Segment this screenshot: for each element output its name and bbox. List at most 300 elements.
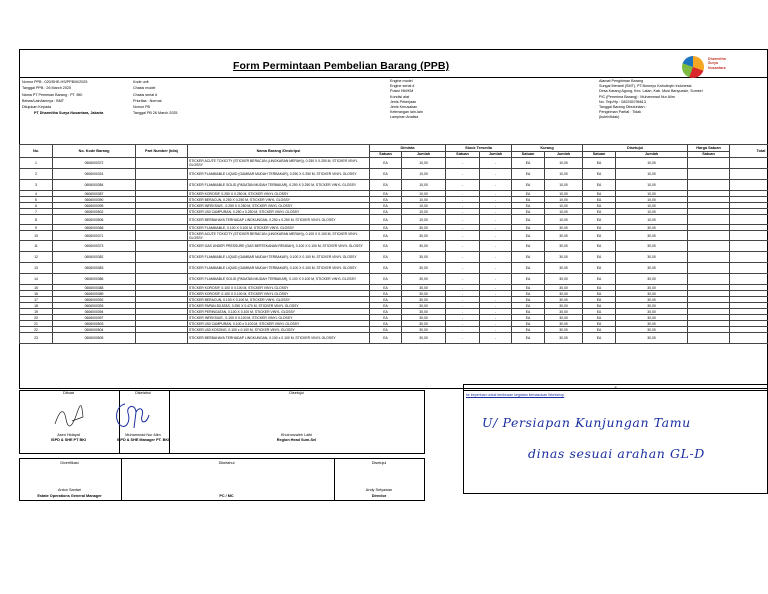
cell-kode: 0606000331 [53, 169, 136, 180]
cell-disetujui-jumlah: 10,00 [616, 215, 688, 225]
cell-harga [688, 252, 730, 263]
cell-kurang-jumlah: 30,00 [545, 285, 583, 291]
cell-part [136, 180, 188, 191]
cell-total [730, 231, 768, 241]
cell-no: 23 [20, 333, 53, 344]
cell-stock-satuan: - [446, 209, 480, 215]
cell-disetujui-jumlah: 10,00 [616, 180, 688, 191]
cell-nama: STICKER INFEKSIUS , 0.250 X 0.250 M, STICKER VINYL GLOSSY [188, 203, 370, 209]
cell-no: 21 [20, 321, 53, 327]
cell-disetujui-satuan: EA [583, 225, 616, 231]
cell-kode: 0606000397 [53, 315, 136, 321]
cell-disetujui-jumlah: 30,00 [616, 333, 688, 344]
col-header-no: No. [20, 145, 53, 158]
cell-kurang-jumlah: 30,00 [545, 291, 583, 297]
sig-label-disetujui: Disetujui [289, 391, 304, 395]
cell-disetujui-satuan: EA [583, 215, 616, 225]
table-row [20, 215, 768, 225]
cell-diminta-satuan: EA [370, 225, 402, 231]
cell-diminta-satuan: EA [370, 203, 402, 209]
cell-disetujui-satuan: EA [583, 231, 616, 241]
cell-kurang-satuan: EA [512, 274, 545, 285]
col-header-disetujui: Disetujui [583, 145, 688, 152]
cell-diminta-jumlah: 30,00 [402, 291, 446, 297]
col-header-total: Total [730, 145, 768, 158]
col-header-satuan: Satuan [688, 151, 730, 158]
cell-disetujui-jumlah: 30,00 [616, 263, 688, 274]
col-header-diminta: Diminta [370, 145, 446, 152]
cell-kurang-jumlah: 10,00 [545, 169, 583, 180]
cell-kurang-jumlah: 30,00 [545, 327, 583, 333]
cell-harga [688, 263, 730, 274]
cell-total [730, 215, 768, 225]
cell-no: 2 [20, 169, 53, 180]
cell-diminta-satuan: EA [370, 309, 402, 315]
cell-no: 12 [20, 252, 53, 263]
cell-kurang-satuan: EA [512, 263, 545, 274]
cell-disetujui-satuan: EA [583, 191, 616, 197]
cell-disetujui-jumlah: 30,00 [616, 225, 688, 231]
cell-nama: STICKER FLAMMABLE SOLID (PADATAN MUDAH TERBAKAR), 0.100 X 0.100 M, STICKER VINYL GLOSSY [188, 274, 370, 285]
col-header-kode: No. Kode Barang [53, 145, 136, 158]
cell-kode: 0606000395 [53, 203, 136, 209]
cell-part [136, 231, 188, 241]
cell-kode: 0606000387 [53, 191, 136, 197]
cell-stock-jumlah: - [480, 241, 512, 252]
cell-diminta-satuan: EA [370, 327, 402, 333]
cell-disetujui-satuan: EA [583, 327, 616, 333]
cell-part [136, 215, 188, 225]
cell-diminta-jumlah: 10,00 [402, 169, 446, 180]
table-row [20, 333, 768, 344]
sig-label-diketahui: Diketahui [135, 391, 151, 395]
cell-kurang-satuan: EA [512, 285, 545, 291]
cell-no: 22 [20, 327, 53, 333]
cell-nama: STICKER PERINGATAN, 0.100 X 0.100 M, STICKER VINYL GLOSSY [188, 309, 370, 315]
cell-kurang-jumlah: 30,00 [545, 297, 583, 303]
sig-name-muhammad: Muhammad Nur Alim [125, 433, 161, 437]
cell-kurang-satuan: EA [512, 252, 545, 263]
cell-stock-jumlah: - [480, 315, 512, 321]
cell-kurang-jumlah: 10,00 [545, 180, 583, 191]
cell-part [136, 158, 188, 169]
col-header-nama: Nama Barang /Deskripsi [188, 145, 370, 158]
cell-diminta-satuan: EA [370, 291, 402, 297]
cell-diminta-jumlah: 30,00 [402, 321, 446, 327]
notes-header: 8 [464, 385, 767, 391]
cell-disetujui-satuan: EA [583, 315, 616, 321]
cell-total [730, 333, 768, 344]
cell-kode: 0606000389 [53, 291, 136, 297]
cell-harga [688, 215, 730, 225]
cell-stock-satuan: - [446, 197, 480, 203]
cell-kurang-jumlah: 10,00 [545, 197, 583, 203]
cell-no: 16 [20, 291, 53, 297]
logo-emblem-icon [682, 56, 704, 78]
cell-kurang-satuan: EA [512, 333, 545, 344]
sig-name-andy: Andy Setyawan [365, 488, 393, 492]
cell-stock-satuan: - [446, 231, 480, 241]
cell-kurang-satuan: EA [512, 321, 545, 327]
cell-stock-jumlah: - [480, 169, 512, 180]
cell-no: 7 [20, 209, 53, 215]
notes-box [463, 384, 768, 494]
cell-diminta-satuan: EA [370, 169, 402, 180]
cell-stock-jumlah: - [480, 309, 512, 315]
cell-stock-satuan: - [446, 303, 480, 309]
sig-role-4: Estate Operations General Manager [37, 494, 102, 498]
cell-stock-jumlah: - [480, 321, 512, 327]
cell-no: 11 [20, 241, 53, 252]
company-logo [682, 55, 736, 79]
cell-diminta-jumlah: 30,00 [402, 231, 446, 241]
cell-diminta-jumlah: 10,00 [402, 191, 446, 197]
cell-disetujui-satuan: EA [583, 158, 616, 169]
cell-disetujui-jumlah: 30,00 [616, 327, 688, 333]
cell-nama: STICKER FLAMMABLE LIQUID (GAMBAR MUDAH TERBAKAR), 0.100 X 0.100 M, STICKER VINYL GLOSSY [188, 252, 370, 263]
col-header-satuan: Satuan [583, 151, 616, 158]
sig-label-disetujui-2: Disetujui [371, 461, 387, 465]
cell-kode: 0606000392 [53, 297, 136, 303]
col-header-jumlah: Jumlah [616, 151, 688, 158]
cell-kode: 0606000394 [53, 309, 136, 315]
cell-stock-satuan: - [446, 291, 480, 297]
cell-diminta-satuan: EA [370, 297, 402, 303]
cell-disetujui-jumlah: 10,00 [616, 158, 688, 169]
form-title: Form Permintaan Pembelian Barang (PPB) [233, 60, 450, 72]
cell-kurang-jumlah: 30,00 [545, 321, 583, 327]
cell-kode: 0606000382 [53, 252, 136, 263]
cell-kurang-satuan: EA [512, 225, 545, 231]
cell-no: 6 [20, 203, 53, 209]
cell-diminta-satuan: EA [370, 285, 402, 291]
cell-stock-jumlah: - [480, 327, 512, 333]
cell-diminta-satuan: EA [370, 263, 402, 274]
cell-stock-jumlah: - [480, 303, 512, 309]
cell-kode: 0606000372 [53, 158, 136, 169]
cell-diminta-satuan: EA [370, 333, 402, 344]
cell-disetujui-jumlah: 30,00 [616, 285, 688, 291]
cell-diminta-jumlah: 10,00 [402, 158, 446, 169]
cell-kurang-jumlah: 30,00 [545, 231, 583, 241]
cell-kode: 0606000388 [53, 285, 136, 291]
cell-kurang-satuan: EA [512, 180, 545, 191]
cell-kurang-satuan: EA [512, 197, 545, 203]
cell-total [730, 252, 768, 263]
cell-disetujui-jumlah: 30,00 [616, 309, 688, 315]
cell-harga [688, 274, 730, 285]
cell-stock-jumlah: - [480, 297, 512, 303]
cell-harga [688, 169, 730, 180]
cell-kurang-jumlah: 30,00 [545, 315, 583, 321]
cell-diminta-jumlah: 10,00 [402, 215, 446, 225]
table-row [20, 274, 768, 285]
cell-disetujui-satuan: EA [583, 285, 616, 291]
cell-disetujui-jumlah: 30,00 [616, 291, 688, 297]
cell-total [730, 274, 768, 285]
handwritten-note-line1: U/ Persiapan Kunjungan Tamu [482, 415, 691, 430]
cell-disetujui-satuan: EA [583, 274, 616, 285]
sig-label-dibuat: Dibuat [63, 391, 74, 395]
cell-diminta-jumlah: 30,00 [402, 285, 446, 291]
cell-stock-satuan: - [446, 297, 480, 303]
cell-harga [688, 333, 730, 344]
cell-stock-satuan: - [446, 321, 480, 327]
col-header-stock: Stock Tersedia [446, 145, 512, 152]
cell-kode: 0606000390 [53, 197, 136, 203]
cell-disetujui-satuan: EA [583, 291, 616, 297]
cell-disetujui-satuan: EA [583, 197, 616, 203]
cell-disetujui-jumlah: 10,00 [616, 191, 688, 197]
cell-stock-jumlah: - [480, 191, 512, 197]
cell-stock-jumlah: - [480, 209, 512, 215]
cell-disetujui-jumlah: 10,00 [616, 169, 688, 180]
cell-harga [688, 231, 730, 241]
table-row [20, 252, 768, 263]
cell-no: 18 [20, 303, 53, 309]
sig-name-anton: Anton Santari [57, 488, 81, 492]
cell-stock-satuan: - [446, 333, 480, 344]
cell-kode: 0606000505 [53, 333, 136, 344]
col-header-jumlah: Jumlah [402, 151, 446, 158]
cell-nama: STICKER PAPAN B3 ATAS, 0.250 X 0.470 M, STICKER VINYL GLOSSY [188, 303, 370, 309]
cell-diminta-jumlah: 30,00 [402, 327, 446, 333]
cell-diminta-jumlah: 30,00 [402, 303, 446, 309]
cell-nama: STICKER KOROSIF, 0.100 X 0.100 M, STICKER VINYL GLOSSY [188, 285, 370, 291]
cell-disetujui-satuan: EA [583, 241, 616, 252]
cell-stock-satuan: - [446, 241, 480, 252]
cell-nama: STICKER BERACUN, 0.100 X 0.100 M, STICKER VINYL GLOSSY [188, 297, 370, 303]
cell-nama: STICKER KOROSIF, 0.100 X 0.100 M, STICKER VINYL GLOSSY [188, 291, 370, 297]
handwritten-note-line2: dinas sesuai arahan GL-D [528, 446, 705, 461]
cell-kurang-jumlah: 30,00 [545, 309, 583, 315]
cell-nama: STICKER LB3 KOSONG, 0.100 x 0.100 M, STICKER VINYL GLOSSY [188, 327, 370, 333]
cell-total [730, 158, 768, 169]
cell-no: 3 [20, 180, 53, 191]
cell-diminta-jumlah: 10,00 [402, 180, 446, 191]
col-header-part: Part Number (bila) [136, 145, 188, 158]
cell-diminta-jumlah: 30,00 [402, 309, 446, 315]
cell-no: 1 [20, 158, 53, 169]
cell-disetujui-satuan: EA [583, 321, 616, 327]
cell-no: 5 [20, 197, 53, 203]
logo-text: Dharmitha Surya Nusantara [708, 57, 726, 70]
title-divider [19, 77, 768, 78]
cell-stock-jumlah: - [480, 158, 512, 169]
cell-stock-satuan: - [446, 315, 480, 321]
cell-kode: 0606000373 [53, 241, 136, 252]
cell-kode: 0606000368 [53, 225, 136, 231]
notes-printed-text: ke keperluan untuk tembusan kegiatan kemasukan Workshop [466, 393, 565, 397]
cell-diminta-jumlah: 30,00 [402, 241, 446, 252]
cell-disetujui-satuan: EA [583, 252, 616, 263]
cell-stock-satuan: - [446, 203, 480, 209]
cell-disetujui-satuan: EA [583, 263, 616, 274]
cell-kode: 0606000506 [53, 215, 136, 225]
cell-diminta-satuan: EA [370, 215, 402, 225]
cell-kurang-satuan: EA [512, 315, 545, 321]
cell-no: 20 [20, 315, 53, 321]
cell-kurang-jumlah: 10,00 [545, 203, 583, 209]
cell-part [136, 333, 188, 344]
cell-stock-satuan: - [446, 309, 480, 315]
items-table-body [20, 158, 768, 344]
cell-disetujui-satuan: EA [583, 209, 616, 215]
cell-nama: STICKER GAS UNDER PRESSURE (GAS BERTEKANAN RENDAH), 0.100 X 0.100 M, STICKER VINYL GLOSSY [188, 241, 370, 252]
sig-role-2: ISPD & SHE Manager PT. BKI [116, 438, 170, 442]
cell-part [136, 241, 188, 252]
cell-nama: STICKER BERBAHAYA TERHADAP LINGKUNGAN, 0.100 x 0.100 M, STICKER VINYL GLOSSY [188, 333, 370, 344]
cell-diminta-jumlah: 30,00 [402, 263, 446, 274]
cell-stock-satuan: - [446, 327, 480, 333]
cell-kurang-jumlah: 10,00 [545, 215, 583, 225]
cell-no: 10 [20, 231, 53, 241]
cell-diminta-satuan: EA [370, 274, 402, 285]
cell-stock-jumlah: - [480, 225, 512, 231]
header-engine-info: Engine model Engine serial # Posisi HM/KM Kondisi alat Jenis Pekerjaan Jenis Kerusakan Keterangan lain-lain Lampiran Analisa [390, 79, 423, 120]
cell-nama: STICKER FLAMMABLE LIQUID (GAMBAR MUDAH TERBAKAR), 0.250 X 0.250 M, STICKER VINYL GLOSSY [188, 169, 370, 180]
signature-aseo [52, 404, 86, 430]
cell-disetujui-jumlah: 10,00 [616, 197, 688, 203]
cell-kode: 0606000386 [53, 274, 136, 285]
cell-disetujui-jumlah: 30,00 [616, 303, 688, 309]
cell-diminta-jumlah: 30,00 [402, 297, 446, 303]
signature-muhammad [111, 400, 151, 432]
header-left-info: Nomor PPB : 020/SHE-HS/PPB/III/2025 Tanggal PPB : 26 March 2025 Nama PT Pemesan Barang : PT. BKI Bebas/Lain/lainnya : BMT Ditujukan Kepada PT Dharmitha Surya Nusantara, Jakarta [22, 80, 104, 116]
cell-diminta-satuan: EA [370, 231, 402, 241]
col-header-jumlah: Jumlah [545, 151, 583, 158]
cell-kode: 0606000503 [53, 321, 136, 327]
cell-kurang-jumlah: 30,00 [545, 241, 583, 252]
table-row [20, 231, 768, 241]
sig-role-5: PC / MC [219, 494, 234, 498]
cell-nama: STICKER FLAMMABLE SOLID (PADATAN MUDAH TERBAKAR), 0.250 X 0.250 M, STICKER VINYL GLOSSY [188, 180, 370, 191]
cell-kurang-jumlah: 10,00 [545, 191, 583, 197]
cell-kurang-satuan: EA [512, 303, 545, 309]
cell-harga [688, 180, 730, 191]
cell-stock-jumlah: - [480, 333, 512, 344]
col-header-satuan: Satuan [512, 151, 545, 158]
cell-nama: STICKER ACUTE TOXICITY (STICKER BERACUN (LINGKARAN MERAH)), 0.250 X 0.250 M, STICKER VINYL GLOSSY [188, 158, 370, 169]
cell-nama: STICKER INFEKSIUS , 0.100 X 0.100 M, STICKER VINYL GLOSSY [188, 315, 370, 321]
cell-disetujui-jumlah: 30,00 [616, 321, 688, 327]
cell-nama: STICKER LB3 CAMPURAN, 0.100 x 0.100 M, STICKER VINYL GLOSSY [188, 321, 370, 327]
cell-part [136, 252, 188, 263]
cell-nama: STICKER BERBAHAYA TERHADAP LINGKUNGAN, 0.250 x 0.250 M, STICKER VINYL GLOSSY [188, 215, 370, 225]
cell-diminta-jumlah: 10,00 [402, 197, 446, 203]
cell-stock-jumlah: - [480, 263, 512, 274]
cell-nama: STICKER FLAMMABLE, 0.100 X 0.100 M, STICKER VINYL GLOSSY [188, 225, 370, 231]
table-row [20, 158, 768, 169]
cell-diminta-satuan: EA [370, 197, 402, 203]
cell-harga [688, 158, 730, 169]
cell-kurang-jumlah: 30,00 [545, 333, 583, 344]
cell-kode: 0606000371 [53, 231, 136, 241]
cell-diminta-satuan: EA [370, 209, 402, 215]
cell-part [136, 263, 188, 274]
cell-diminta-jumlah: 30,00 [402, 315, 446, 321]
cell-diminta-jumlah: 10,00 [402, 203, 446, 209]
cell-diminta-satuan: EA [370, 315, 402, 321]
cell-kurang-satuan: EA [512, 209, 545, 215]
cell-stock-satuan: - [446, 225, 480, 231]
cell-disetujui-satuan: EA [583, 203, 616, 209]
table-row [20, 263, 768, 274]
cell-stock-jumlah: - [480, 203, 512, 209]
cell-disetujui-satuan: EA [583, 303, 616, 309]
cell-diminta-satuan: EA [370, 191, 402, 197]
cell-no: 13 [20, 263, 53, 274]
cell-stock-satuan: - [446, 180, 480, 191]
cell-disetujui-jumlah: 30,00 [616, 252, 688, 263]
cell-kurang-jumlah: 10,00 [545, 158, 583, 169]
table-row [20, 169, 768, 180]
cell-stock-satuan: - [446, 274, 480, 285]
cell-no: 8 [20, 215, 53, 225]
col-header-jumlah: Jumlah [480, 151, 512, 158]
cell-stock-satuan: - [446, 191, 480, 197]
cell-kode: 0606000504 [53, 327, 136, 333]
cell-stock-jumlah: - [480, 285, 512, 291]
cell-no: 17 [20, 297, 53, 303]
cell-kurang-satuan: EA [512, 215, 545, 225]
cell-diminta-satuan: EA [370, 158, 402, 169]
cell-stock-satuan: - [446, 169, 480, 180]
cell-stock-jumlah: - [480, 215, 512, 225]
cell-disetujui-jumlah: 30,00 [616, 315, 688, 321]
cell-disetujui-satuan: EA [583, 333, 616, 344]
cell-kurang-satuan: EA [512, 231, 545, 241]
cell-kurang-satuan: EA [512, 203, 545, 209]
cell-kurang-satuan: EA [512, 241, 545, 252]
cell-diminta-satuan: EA [370, 180, 402, 191]
cell-diminta-satuan: EA [370, 241, 402, 252]
cell-kurang-jumlah: 30,00 [545, 274, 583, 285]
cell-kurang-satuan: EA [512, 191, 545, 197]
sig-role-3: Region Head Sum-Sel [276, 438, 317, 442]
cell-no: 14 [20, 274, 53, 285]
cell-kurang-satuan: EA [512, 169, 545, 180]
col-header-satuan: Satuan [370, 151, 402, 158]
cell-kurang-satuan: EA [512, 291, 545, 297]
cell-part [136, 169, 188, 180]
cell-no: 15 [20, 285, 53, 291]
cell-kurang-satuan: EA [512, 158, 545, 169]
sig-label-diketahui-2: Diketahui [218, 461, 235, 465]
cell-disetujui-jumlah: 30,00 [616, 274, 688, 285]
cell-stock-satuan: - [446, 285, 480, 291]
sig-name-aseo: Aseo Hidayat [57, 433, 80, 437]
cell-disetujui-satuan: EA [583, 169, 616, 180]
cell-total [730, 169, 768, 180]
cell-diminta-jumlah: 30,00 [402, 225, 446, 231]
sig-label-diverifikasi: Diverifikasi [60, 461, 79, 465]
cell-total [730, 263, 768, 274]
cell-disetujui-jumlah: 10,00 [616, 203, 688, 209]
cell-stock-jumlah: - [480, 197, 512, 203]
table-row [20, 241, 768, 252]
cell-stock-satuan: - [446, 158, 480, 169]
cell-nama: STICKER KOROSIF, 0.250 X 0.250 M, STICKER VINYL GLOSSY [188, 191, 370, 197]
cell-stock-jumlah: - [480, 252, 512, 263]
cell-nama: STICKER LB3 CAMPURAN, 0.250 x 0.250 M, STICKER VINYL GLOSSY [188, 209, 370, 215]
cell-kode: 0606000383 [53, 263, 136, 274]
cell-kode: 0606000393 [53, 303, 136, 309]
cell-total [730, 241, 768, 252]
cell-stock-jumlah: - [480, 291, 512, 297]
col-header-harga: Harga Satuan [688, 145, 730, 152]
cell-diminta-jumlah: 30,00 [402, 333, 446, 344]
